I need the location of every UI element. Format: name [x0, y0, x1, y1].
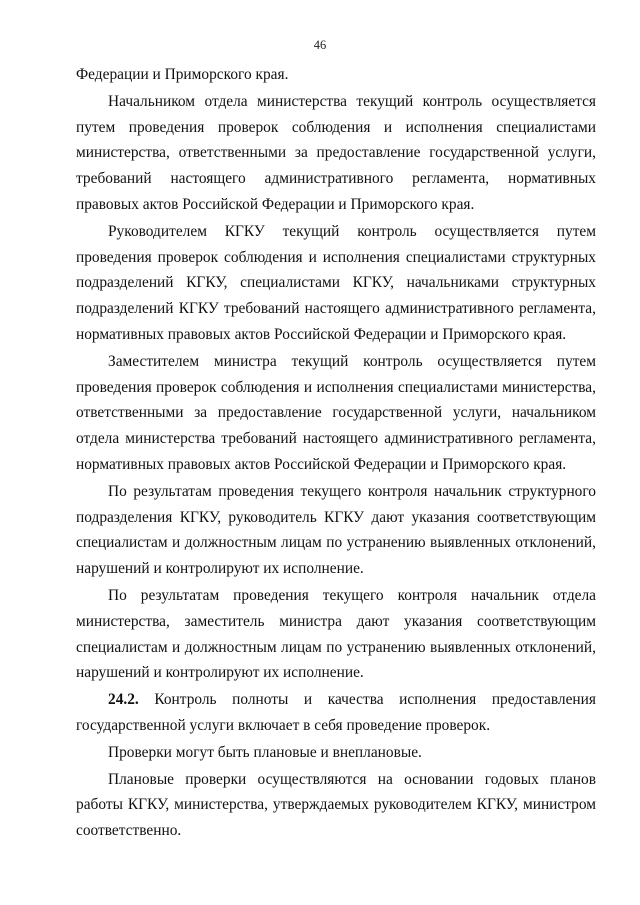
page-number: 46 [313, 38, 327, 52]
paragraph-planned-inspections: Плановые проверки осуществляются на основании годовых планов работы КГКУ, министерства, утверждаемых руководителем КГКУ, министром соответственно. [76, 770, 596, 840]
document-body [76, 62, 596, 844]
section-number: 24.2. [108, 691, 139, 709]
paragraph-kgku-head-control: Руководителем КГКУ текущий контроль осуществляется путем проведения проверок соблюдения и исполнения специалистами структурных подразделений КГКУ, специалистами КГКУ, начальниками структурных подразделений КГКУ требований настоящего административного регламента, нормативных правовых актов Российской Федерации и Приморского края. [76, 222, 596, 343]
paragraph-department-head-control: Начальником отдела министерства текущий контроль осуществляется путем проведения проверок соблюдения и исполнения специалистами министерства, ответственными за предоставление государственной услуги, требований настоящего административного регламента, нормативных правовых актов Российской Федерации и Приморского края. [76, 92, 596, 213]
section-24-2 [76, 687, 596, 739]
section-text: Контроль полноты и качества исполнения предоставления государственной услуги включает в себя проведение проверок. [76, 691, 596, 734]
paragraph-kgku-instructions: По результатам проведения текущего контроля начальник структурного подразделения КГКУ, руководитель КГКУ дают указания соответствующим специалистам и должностным лицам по устранению выявленных отклонений, нарушений и контролируют их исполнение. [76, 482, 596, 578]
paragraph-inspection-types: Проверки могут быть плановые и внеплановые. [108, 743, 422, 761]
paragraph-ministry-instructions: По результатам проведения текущего контроля начальник отдела министерства, заместитель министра дают указания соответствующим специалистам и должностным лицам по устранению выявленных отклонений, нарушений и контролируют их исполнение. [76, 586, 596, 682]
paragraph-deputy-minister-control: Заместителем министра текущий контроль осуществляется путем проведения проверок соблюдения и исполнения специалистами министерства, ответственными за предоставление государственной услуги, начальником отдела министерства требований настоящего административного регламента, нормативных правовых актов Российской Федерации и Приморского края. [76, 352, 596, 473]
paragraph-continuation: Федерации и Приморского края. [76, 66, 289, 83]
